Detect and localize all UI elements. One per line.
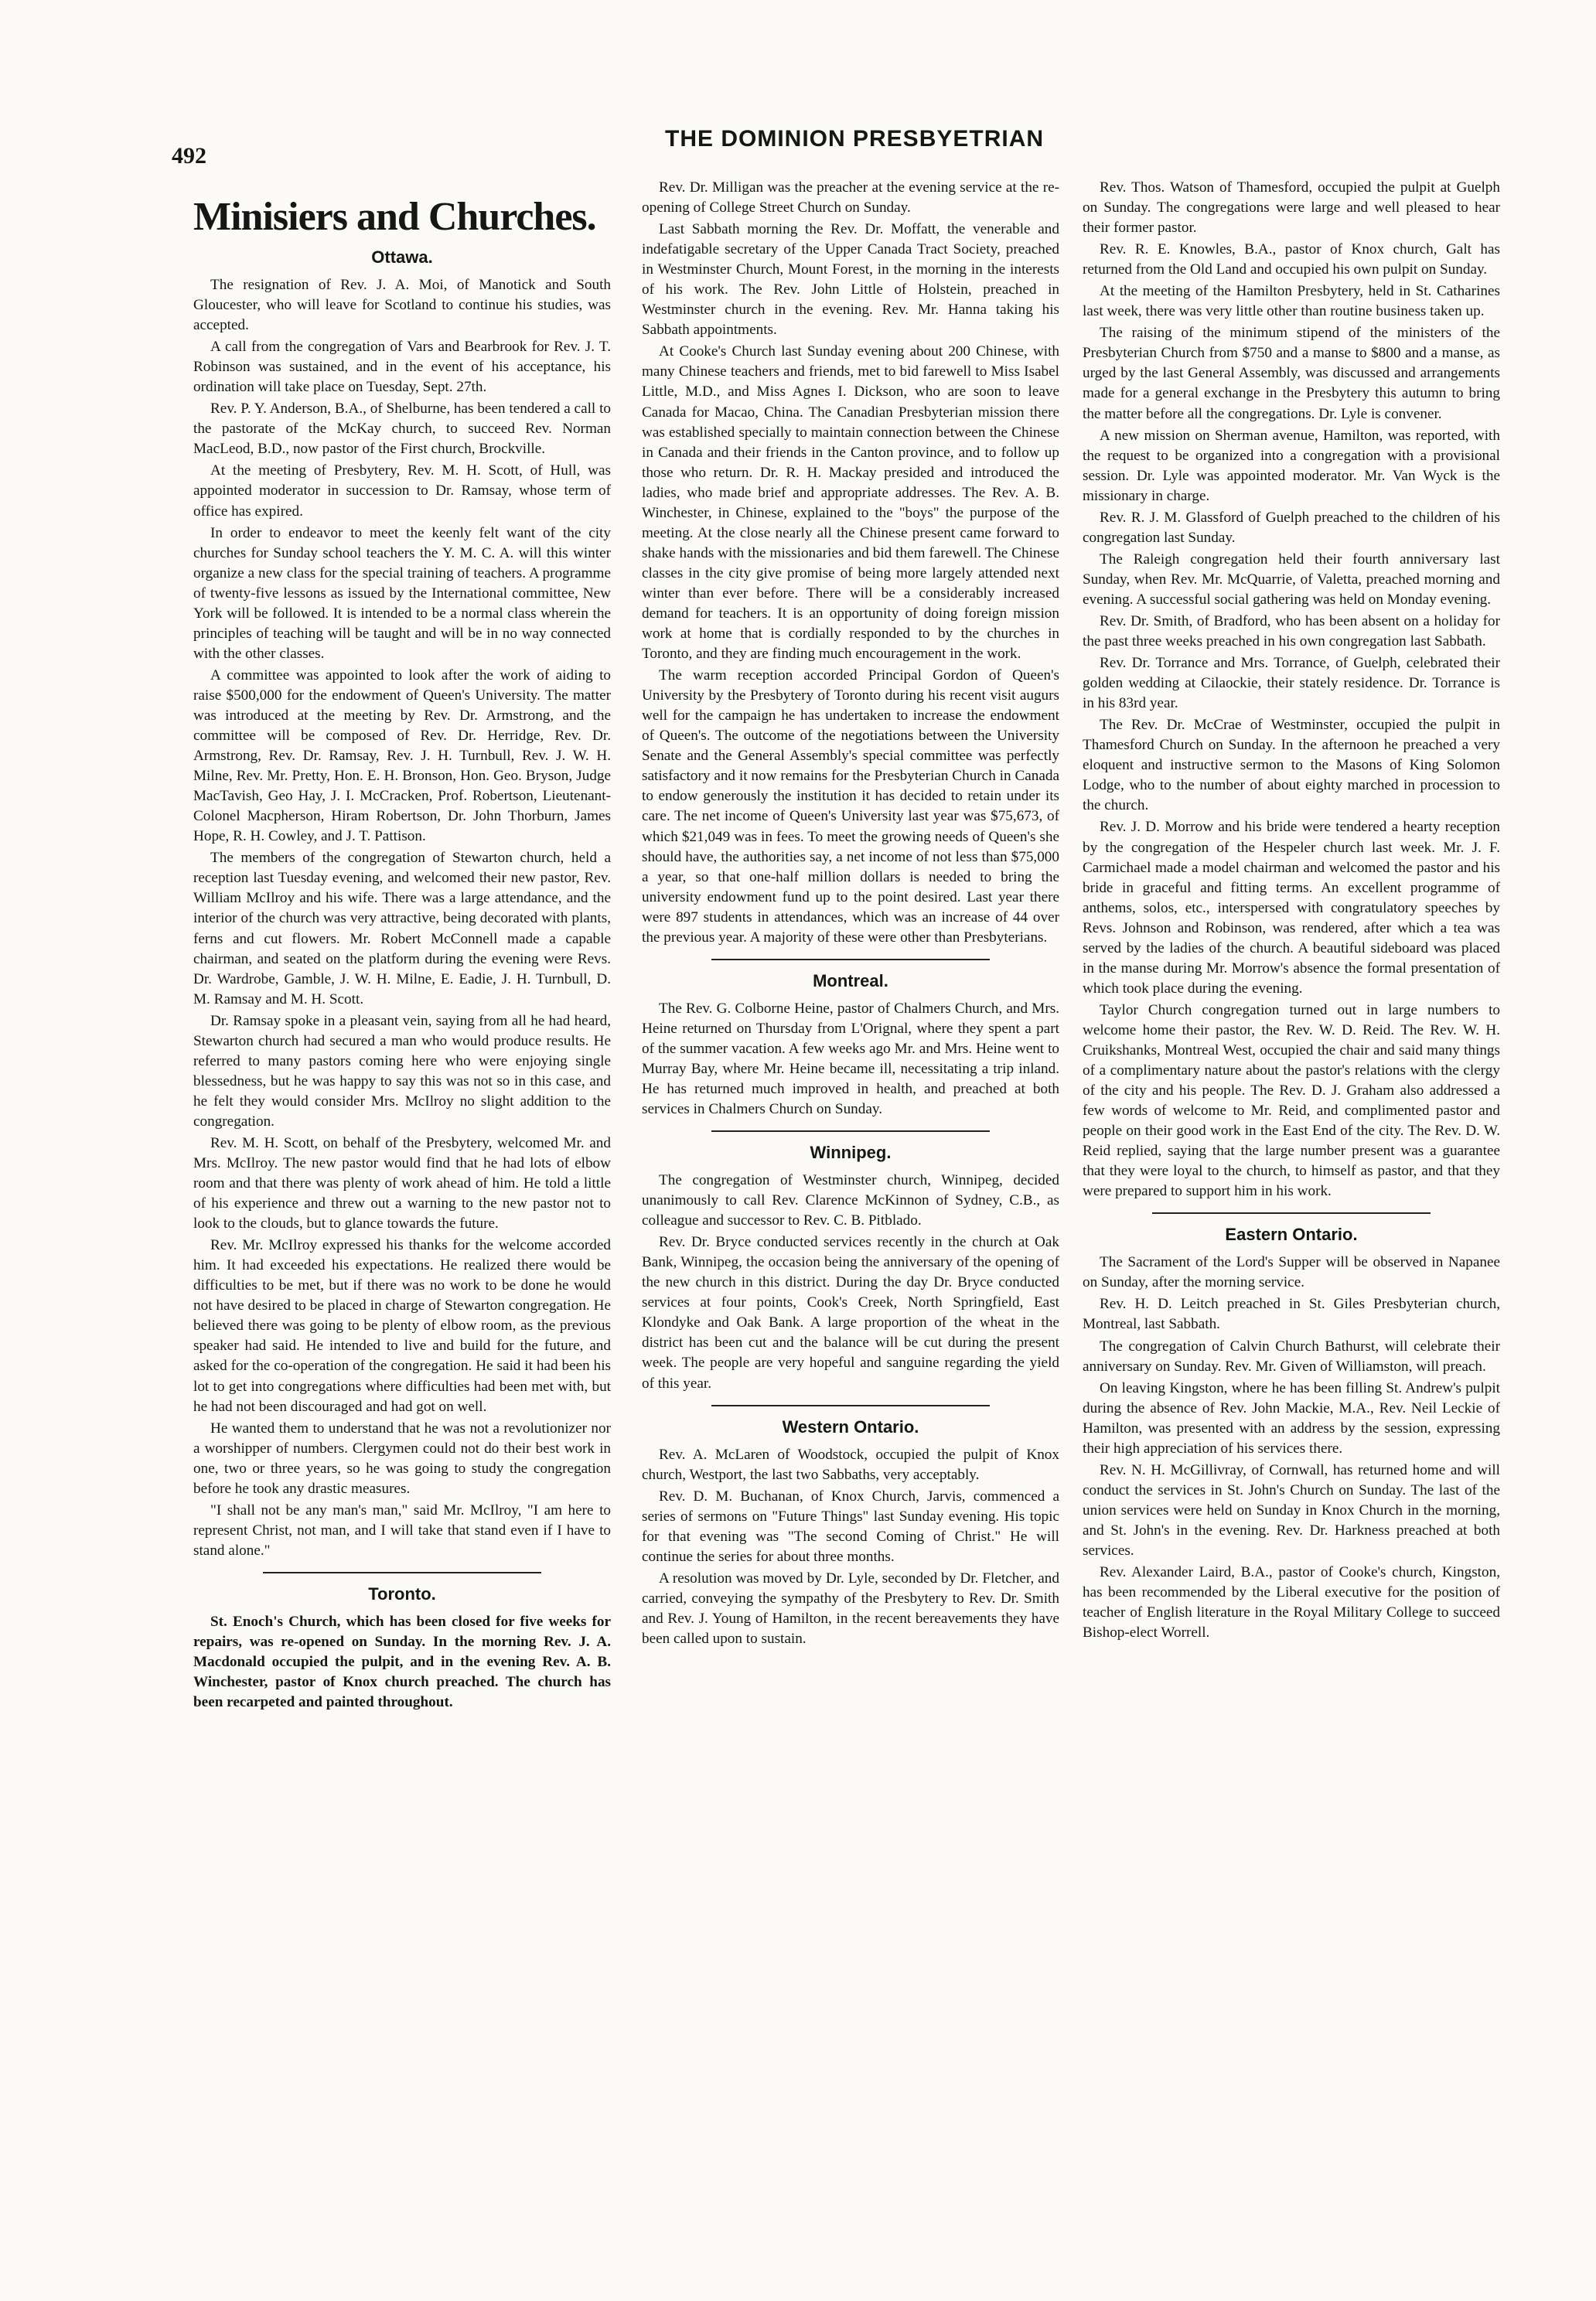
page-headline: Minisiers and Churches. (193, 195, 596, 239)
section-heading-montreal: Montreal. (711, 959, 990, 991)
section-heading-toronto: Toronto. (263, 1572, 541, 1604)
news-paragraph: At the meeting of Presbytery, Rev. M. H. Scott, of Hull, was appointed moderator in succession to Dr. Ramsay, whose term of office has expired. (193, 462, 611, 520)
news-paragraph: The Rev. Dr. McCrae of Westminster, occupied the pulpit in Thamesford Church on Sunday. In the afternoon he preached a very eloquent and instructive sermon to the Masons of King Solomon Lodge, who to the number of about eighty marched in procession to the church. (1083, 717, 1500, 814)
news-paragraph: St. Enoch's Church, which has been closed for five weeks for repairs, was re-opened on Sunday. In the morning Rev. J. A. Macdonald occupied the pulpit, and in the evening Rev. A. B. Winchester, pastor of Knox church preached. The church has been recarpeted and painted throughout. (193, 1613, 611, 1711)
news-paragraph: A call from the congregation of Vars and Bearbrook for Rev. J. T. Robinson was sustained, and in the event of his acceptance, his ordination will take place on Tuesday, Sept. 27th. (193, 339, 611, 396)
news-paragraph: The warm reception accorded Principal Gordon of Queen's University by the Presbytery of Toronto during his recent visit augurs well for the campaign he has undertaken to increase the endowment of Queen's. The outcome of the negotiations between the University Senate and the General Assembly's special committee was perfectly satisfactory and it now remains for the Presbyterian Church in Canada to endow generously the institution it has decided to retain under its care. The net income of Queen's University last year was $75,673, of which $21,049 was in fees. To meet the growing needs of Queen's she should have, the authorities say, a net income of not less than $75,000 a year, so that one-half million dollars is needed to bring the university endowment fund up to the point desired. Last year there were 897 students in attendances, which was an increase of 44 over the previous year. A majority of these were other than Presbyterians. (642, 667, 1059, 946)
news-paragraph: Rev. Dr. Smith, of Bradford, who has been absent on a holiday for the past three weeks preached in his own congregation last Sabbath. (1083, 612, 1500, 650)
news-paragraph: Rev. R. E. Knowles, B.A., pastor of Knox church, Galt has returned from the Old Land and occupied his own pulpit on Sunday. (1083, 241, 1500, 278)
news-paragraph: He wanted them to understand that he was not a revolutionizer nor a worshipper of numbers. Clergymen could not do their best work in one, two or three years, so he was going to study the congregation before he took any drastic measures. (193, 1420, 611, 1497)
news-paragraph: Rev. Mr. McIlroy expressed his thanks for the welcome accorded him. It had exceeded his expectations. He realized there would be difficulties to be met, but if there was no work to be done he would not have desired to be placed in charge of Stewarton congregation. He believed there was going to be plenty of elbow room, as the previous speaker had said. He intended to live and build for the future, and asked for the co-operation of the congregation. He said it had been his lot to get into congregations where difficulties had been met with, but he had not been discouraged and had got on well. (193, 1237, 611, 1415)
news-paragraph: Rev. H. D. Leitch preached in St. Giles Presbyterian church, Montreal, last Sabbath. (1083, 1296, 1500, 1333)
news-paragraph: A resolution was moved by Dr. Lyle, seconded by Dr. Fletcher, and carried, conveying the sympathy of the Presbytery to Rev. Dr. Smith and Rev. J. Young of Hamilton, in the recent bereavements they have been called upon to sustain. (642, 1570, 1059, 1647)
news-paragraph: The Rev. G. Colborne Heine, pastor of Chalmers Church, and Mrs. Heine returned on Thursday from L'Orignal, where they spent a part of the summer vacation. A few weeks ago Mr. and Mrs. Heine went to Murray Bay, where Mr. Heine became ill, necessitating a trip inland. He has returned much improved in health, and preached at both services in Chalmers Church on Sunday. (642, 1000, 1059, 1118)
column-3 (1083, 178, 1500, 1645)
news-paragraph: At the meeting of the Hamilton Presbytery, held in St. Catharines last week, there was very little other than routine business taken up. (1083, 283, 1500, 320)
news-paragraph: In order to endeavor to meet the keenly felt want of the city churches for Sunday school teachers the Y. M. C. A. will this winter organize a new class for the special training of teachers. A programme of twenty-five lessons as issued by the International committee, New York will be followed. It is intended to be a normal class wherein the principles of teaching will be taught and will be in no way connected with the other classes. (193, 524, 611, 662)
news-paragraph: "I shall not be any man's man," said Mr. McIlroy, "I am here to represent Christ, not man, and I will take that stand even if I have to stand alone." (193, 1502, 611, 1559)
news-paragraph: Rev. Dr. Torrance and Mrs. Torrance, of Guelph, celebrated their golden wedding at Cilaockie, their stately residence. Dr. Torrance is in his 83rd year. (1083, 655, 1500, 712)
news-paragraph: The Sacrament of the Lord's Supper will be observed in Napanee on Sunday, after the morning service. (1083, 1254, 1500, 1291)
news-paragraph: The raising of the minimum stipend of the ministers of the Presbyterian Church from $750 and a manse to $800 and a manse, as urged by the last General Assembly, was discussed and arrangements made for a general exchange in the Presbytery this autumn to bring the matter before all the congregations. Dr. Lyle is convener. (1083, 325, 1500, 422)
news-paragraph: Dr. Ramsay spoke in a pleasant vein, saying from all he had heard, Stewarton church had secured a man who would produce results. He referred to many pastors coming here who were enjoying single blessedness, but he was happy to say this was not so in this case, and he felt they would consider Mrs. McIlroy no slight addition to the congregation. (193, 1012, 611, 1130)
news-paragraph: Rev. Dr. Bryce conducted services recently in the church at Oak Bank, Winnipeg, the occasion being the anniversary of the opening of the new church in this district. During the day Dr. Bryce conducted services at four points, Cook's Creek, North Springfield, East Klondyke and Oak Bank. A large proportion of the wheat in the district has been cut and the balance will be cut during the present week. The people are very hopeful and sanguine regarding the yield of this year. (642, 1234, 1059, 1392)
news-paragraph: Rev. P. Y. Anderson, B.A., of Shelburne, has been tendered a call to the pastorate of the McKay church, to succeed Rev. Norman MacLeod, B.D., now pastor of the First church, Brockville. (193, 401, 611, 458)
page-number: 492 (172, 143, 206, 169)
section-heading-eastern-ontario: Eastern Ontario. (1152, 1212, 1431, 1245)
news-paragraph: The Raleigh congregation held their fourth anniversary last Sunday, when Rev. Mr. McQuarrie, of Valetta, preached morning and evening. A successful social gathering was held on Monday evening. (1083, 551, 1500, 608)
news-paragraph: The members of the congregation of Stewarton church, held a reception last Tuesday evening, and welcomed their new pastor, Rev. William McIlroy and his wife. There was a large attendance, and the interior of the church was very attractive, being decorated with plants, ferns and cut flowers. Mr. Robert McConnell made a capable chairman, and seated on the platform during the evening were Revs. Dr. Wardrobe, Gamble, J. W. H. Milne, E. Eadie, J. H. Turnbull, D. M. Ramsay and M. H. Scott. (193, 850, 611, 1007)
news-paragraph: Taylor Church congregation turned out in large numbers to welcome home their pastor, the Rev. W. D. Reid. The Rev. W. H. Cruikshanks, Montreal West, occupied the chair and said many things of a complimentary nature about the pastor's relations with the clergy of the city and his people. The Rev. D. J. Graham also addressed a few words of welcome to Mr. Reid, and complimented pastor and people on their good work in the East End of the city. The Rev. D. W. Reid replied, saying that the large number present was a guarantee that they were loyal to the church, to himself as pastor, and that they were prepared to support him in his work. (1083, 1001, 1500, 1200)
running-head: THE DOMINION PRESBYETRIAN (665, 126, 1045, 152)
news-paragraph: The congregation of Calvin Church Bathurst, will celebrate their anniversary on Sunday. Rev. Mr. Given of Williamston, will preach. (1083, 1338, 1500, 1375)
news-paragraph: Rev. M. H. Scott, on behalf of the Presbytery, welcomed Mr. and Mrs. McIlroy. The new pastor would find that he had lots of elbow room and that there was plenty of work ahead of him. He told a little of his experience and threw out a warning to the new pastor not to look to the clouds, but to glance towards the future. (193, 1134, 611, 1232)
news-paragraph: A committee was appointed to look after the work of aiding to raise $500,000 for the endowment of Queen's University. The matter was introduced at the meeting by Rev. Dr. Armstrong, and the committee will be composed of Rev. Dr. Herridge, Rev. Dr. Armstrong, Rev. Dr. Ramsay, Rev. J. H. Turnbull, Rev. J. W. H. Milne, Rev. Mr. Pretty, Hon. E. H. Bronson, Hon. Geo. Bryson, Judge MacTavish, Geo Hay, J. I. McCracken, Prof. Robertson, Lieutenant-Colonel Macpherson, Hiram Robertson, Dr. John Thorburn, James Hope, R. H. Cowley, and J. T. Pattison. (193, 666, 611, 845)
section-heading-ottawa: Ottawa. (371, 247, 433, 267)
news-paragraph: Rev. Dr. Milligan was the preacher at the evening service at the re-opening of College Street Church on Sunday. (642, 179, 1059, 216)
news-paragraph: Last Sabbath morning the Rev. Dr. Moffatt, the venerable and indefatigable secretary of the Upper Canada Tract Society, preached in Westminster Church, Mount Forest, in the morning in the interests of his work. The Rev. John Little of Holstein, preached in Westminster church in the evening. Rev. Mr. Hanna taking his Sabbath appointments. (642, 221, 1059, 339)
news-paragraph: The congregation of Westminster church, Winnipeg, decided unanimously to call Rev. Clarence McKinnon of Sydney, C.B., as colleague and successor to Rev. C. B. Pitblado. (642, 1172, 1059, 1229)
news-paragraph: Rev. J. D. Morrow and his bride were tendered a hearty reception by the congregation of the Hespeler church last week. Mr. J. F. Carmichael made a model chairman and welcomed the pastor and his bride in graceful and fitting terms. An excellent programme of anthems, solos, etc., interspersed with congratulatory speeches by Revs. Johnson and Robinson, was rendered, after which a tea was served by the ladies of the church. A beautiful sideboard was placed in the manse during Mr. Morrow's absence the formal presentation of which took place during the evening. (1083, 819, 1500, 997)
news-paragraph: Rev. N. H. McGillivray, of Cornwall, has returned home and will conduct the services in St. John's Church on Sunday. The last of the union services were held on Sunday in Knox Church in the morning, and St. John's in the evening. Rev. Dr. Harkness preached at both services. (1083, 1461, 1500, 1559)
section-heading-western-ontario: Western Ontario. (711, 1405, 990, 1437)
section-heading-winnipeg: Winnipeg. (711, 1130, 990, 1163)
column-1 (193, 178, 611, 1714)
news-paragraph: A new mission on Sherman avenue, Hamilton, was reported, with the request to be organized into a congregation with a provisional session. Dr. Lyle was appointed moderator. Mr. Van Wyck is the missionary in charge. (1083, 427, 1500, 504)
news-paragraph: Rev. D. M. Buchanan, of Knox Church, Jarvis, commenced a series of sermons on "Future Things" last Sunday evening. His topic for that evening was "The second Coming of Christ." He will continue the series for about three months. (642, 1488, 1059, 1565)
news-paragraph: Rev. A. McLaren of Woodstock, occupied the pulpit of Knox church, Westport, the last two Sabbaths, very acceptably. (642, 1446, 1059, 1483)
news-paragraph: Rev. Alexander Laird, B.A., pastor of Cooke's church, Kingston, has been recommended by the Liberal executive for the position of teacher of English literature in the Royal Military College to succeed Bishop-elect Worrell. (1083, 1564, 1500, 1641)
news-paragraph: The resignation of Rev. J. A. Moi, of Manotick and South Gloucester, who will leave for Scotland to continue his studies, was accepted. (193, 277, 611, 334)
column-2 (642, 178, 1059, 1651)
news-paragraph: At Cooke's Church last Sunday evening about 200 Chinese, with many Chinese teachers and friends, met to bid farewell to Miss Isabel Little, M.D., and Miss Agnes I. Dickson, who are soon to leave Canada for Macao, China. The Canadian Presbyterian mission there was established specially to maintain connection between the Chinese in Canada and their friends in the Canton province, and to follow up those who return. Dr. R. H. Mackay presided and introduced the ladies, who made brief and appropriate addresses. The Rev. A. B. Winchester, in Chinese, explained to the "boys" the purpose of the meeting. At the close nearly all the Chinese present came forward to shake hands with the missionaries and bid them farewell. The Chinese classes in the city give promise of being more largely attended next winter than ever before. There will be a considerably increased demand for teachers. It is an opportunity of doing foreign mission work at home that is cordially responded to by the churches in Toronto, and they are finding much encouragement in the work. (642, 343, 1059, 663)
news-paragraph: Rev. R. J. M. Glassford of Guelph preached to the children of his congregation last Sunday. (1083, 509, 1500, 546)
news-paragraph: On leaving Kingston, where he has been filling St. Andrew's pulpit during the absence of Rev. John Mackie, M.A., Rev. Neil Leckie of Hamilton, was presented with an address by the session, expressing their high appreciation of his services there. (1083, 1379, 1500, 1457)
news-paragraph: Rev. Thos. Watson of Thamesford, occupied the pulpit at Guelph on Sunday. The congregations were large and well pleased to hear their former pastor. (1083, 179, 1500, 237)
